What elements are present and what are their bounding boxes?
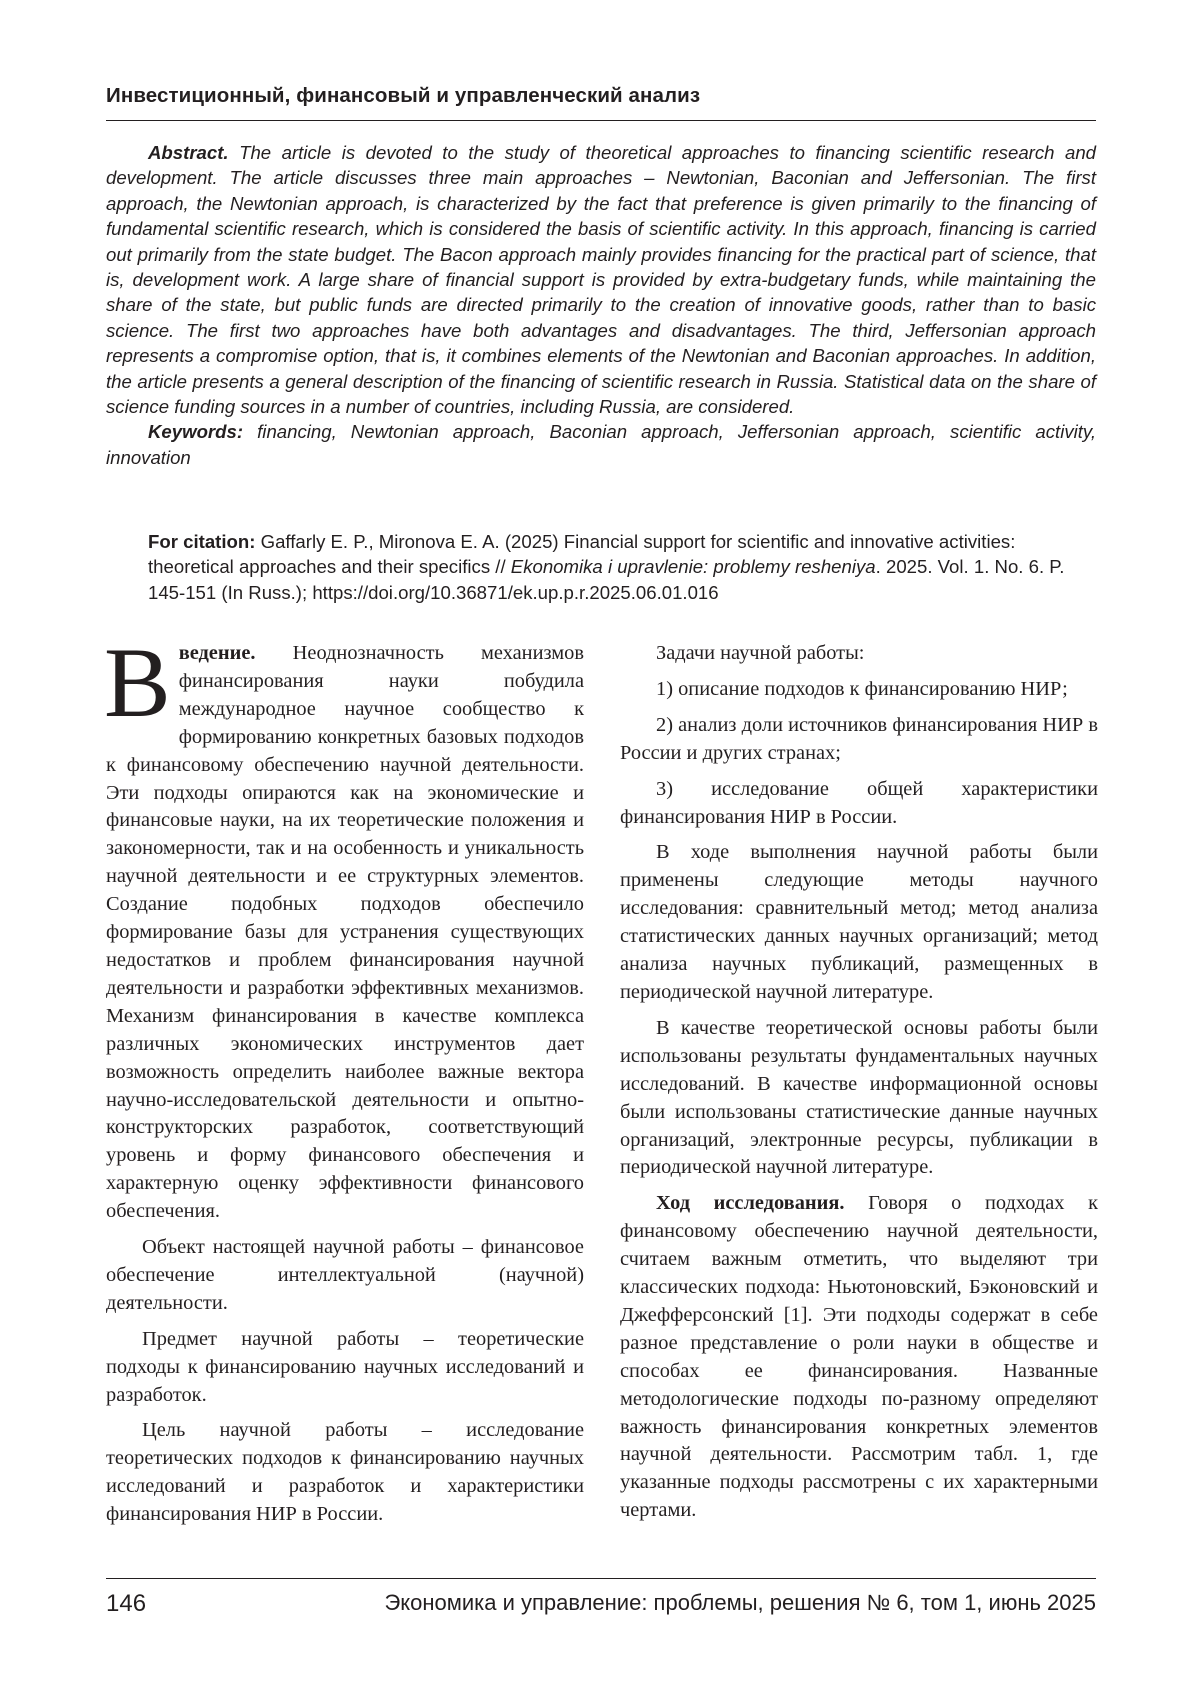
tasks-title: Задачи научной работы: [656,642,865,664]
task-item: 3) исследование общей характеристики финансирования НИР в России. [620,777,1098,828]
basis-paragraph: В качестве теоретической основы работы были использованы результаты фундаментальных научных исследований. В качестве информационной основы были использованы статистические данные научных организаций, электронные ресурсы, публикации в периодической научной литературе. [620,1016,1098,1179]
keywords-paragraph [106,419,1096,470]
body-column-right [620,640,1098,1533]
abstract-block [106,140,1096,470]
object-paragraph: Объект настоящей научной работы – финансовое обеспечение интеллектуальной (научной) деятельности. [106,1236,584,1314]
task-item: 1) описание подходов к финансированию НИР; [656,677,1068,700]
intro-paragraph [104,627,584,1226]
task-item: 2) анализ доли источников финансирования НИР в России и других странах; [620,713,1098,764]
keywords-label: Keywords: [148,421,244,443]
header-rule [106,120,1096,121]
abstract-paragraph [106,140,1096,419]
drop-cap: В [104,627,171,738]
citation-journal: Ekonomika i upravlenie: problemy resheniya [510,556,876,578]
journal-footer: Экономика и управление: проблемы, решения № 6, том 1, июнь 2025 [384,1590,1096,1615]
goal-paragraph: Цель научной работы – исследование теоретических подходов к финансированию научных исследований и разработок и характеристики финансирования НИР в России. [106,1419,584,1526]
citation-details: . 2025. Vol. 1. No. 6. P. 145-151 (In Russ.); https://doi.org/10.36871/ek.up.p.r.2025.06.01.016 [148,556,1065,603]
keywords-text: financing, Newtonian approach, Baconian approach, Jeffersonian approach, scientific activity, innovation [106,421,1096,468]
research-text: Говоря о подходах к финансовому обеспечению научной деятельности, считаем важным отметить, что выделяют три классических подхода: Ньютоновский, Бэконовский и Джефферсонский [1]. Эти подходы содержат в себе разное представление о роли науки в обществе и способах ее финансирования. Названные методологические подходы по-разному определяют важность финансирования конкретных элементов научной деятельности. Рассмотрим табл. 1, где указанные подходы рассмотрены с их характерными чертами. [620,1192,1098,1522]
running-title: Инвестиционный, финансовый и управленческий анализ [106,84,701,107]
intro-lead: ведение. [178,642,256,664]
methods-paragraph: В ходе выполнения научной работы были применены следующие методы научного исследования: сравнительный метод; метод анализа статистических данных научных организаций; метод анализа научных публикаций, размещенных в периодической научной литературе. [620,841,1098,1003]
subject-paragraph: Предмет научной работы – теоретические подходы к финансированию научных исследований и разработок. [106,1327,584,1406]
body-column-left [104,627,584,1537]
abstract-text: The article is devoted to the study of theoretical approaches to financing scientific research and development. The article discusses three main approaches – Newtonian, Baconian and Jeffersonian. The first approach, the Newtonian approach, is characterized by the fact that preference is given primarily to the financing of fundamental scientific research, which is considered the basis of scientific activity. In this approach, financing is carried out primarily from the state budget. The Bacon approach mainly provides financing for the practical part of science, that is, development work. A large share of financial support is provided by extra-budgetary funds, while maintaining the share of the state, but public funds are directed primarily to the creation of innovative goods, rather than to basic science. The first two approaches have both advantages and disadvantages. The third, Jeffersonian approach represents a compromise option, that is, it combines elements of the Newtonian and Baconian approaches. In addition, the article presents a general description of the financing of scientific research in Russia. Statistical data on the share of science funding sources in a number of countries, including Russia, are considered. [106,142,1097,418]
footer-rule [106,1578,1096,1579]
abstract-label: Abstract. [148,142,229,163]
research-lead: Ход исследования. [656,1192,845,1215]
citation-text: Gaffarly E. P., Mironova E. A. (2025) Financial support for scientific and innovative activities: theoretical approaches and their specifics // [148,531,1016,578]
page-number: 146 [106,1590,147,1617]
citation-block [148,529,1096,605]
citation-label: For citation: [148,531,256,552]
intro-text: Неоднозначность механизмов финансирования науки побудила международное научное сообщество к формированию конкретных базовых подходов к финансовому обеспечению научной деятельности. Эти подходы опираются как на экономические и финансовые науки, на их теоретические положения и закономерности, так и на особенность и уникальность научной деятельности и ее структурных элементов. Создание подобных подходов обеспечило формирование базы для устранения существующих недостатков и проблем финансирования научной деятельности и разработки эффективных механизмов. Механизм финансирования в качестве комплекса различных экономических инструментов дает возможность определить наиболее важные вектора научно-исследовательской деятельности и опытно-конструкторских разработок, соответствующий уровень и форму финансового обеспечения и характерную оценку эффективности финансового обеспечения. [106,642,584,1223]
research-paragraph [620,1190,1098,1525]
